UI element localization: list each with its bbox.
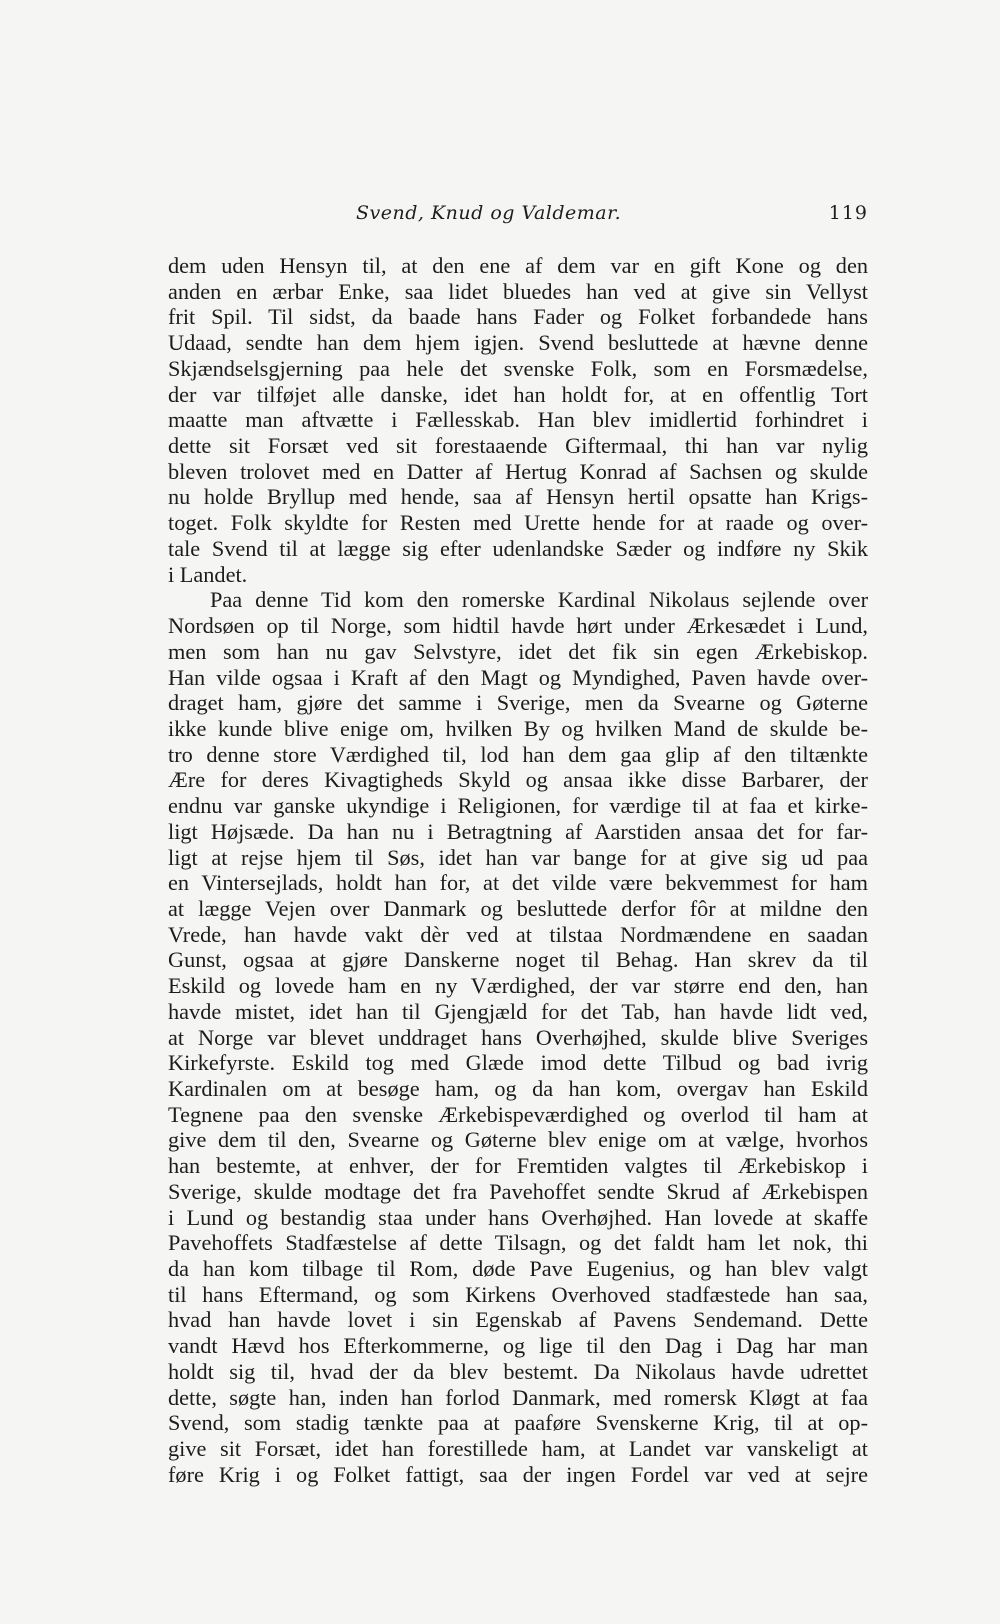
text-line: da han kom tilbage til Rom, døde Pave Eugenius, og han blev valgt bbox=[168, 1256, 868, 1282]
text-line: endnu var ganske ukyndige i Religionen, for værdige til at faa et kirke- bbox=[168, 793, 868, 819]
text-line: hvad han havde lovet i sin Egenskab af Pavens Sendemand. Dette bbox=[168, 1307, 868, 1333]
text-line: i Lund og bestandig staa under hans Overhøjhed. Han lovede at skaffe bbox=[168, 1204, 868, 1230]
text-line: til hans Eftermand, og som Kirkens Overhoved stadfæstede han saa, bbox=[168, 1281, 868, 1307]
text-line: Kirkefyrste. Eskild tog med Glæde imod dette Tilbud og bad ivrig bbox=[168, 1050, 868, 1076]
text-line: i Landet. bbox=[168, 561, 248, 587]
text-line: der var tilføjet alle danske, idet han holdt for, at en offentlig Tort bbox=[168, 381, 868, 407]
text-line: tro denne store Værdighed til, lod han dem gaa glip af den tiltænkte bbox=[168, 741, 868, 767]
text-line: draget ham, gjøre det samme i Sverige, men da Svearne og Gøterne bbox=[168, 690, 868, 716]
text-line: nu holde Bryllup med hende, saa af Hensyn hertil opsatte han Krigs- bbox=[168, 484, 868, 510]
text-line: at lægge Vejen over Danmark og besluttede derfor fôr at mildne den bbox=[168, 895, 868, 921]
text-line: Ære for deres Kivagtigheds Skyld og ansaa ikke disse Barbarer, der bbox=[168, 767, 868, 793]
text-line: Tegnene paa den svenske Ærkebispeværdighed og overlod til ham at bbox=[168, 1101, 868, 1127]
text-line: men som han nu gav Selvstyre, idet det fik sin egen Ærkebiskop. bbox=[168, 638, 868, 664]
text-line: Skjændselsgjerning paa hele det svenske Folk, som en Forsmædelse, bbox=[168, 355, 868, 381]
text-line: Kardinalen om at besøge ham, og da han kom, overgav han Eskild bbox=[168, 1076, 868, 1101]
text-line: Gunst, ogsaa at gjøre Danskerne noget til Behag. Han skrev da til bbox=[168, 947, 868, 973]
text-line: anden en ærbar Enke, saa lidet bluedes han ved at give sin Vellyst bbox=[168, 278, 868, 304]
text-line: Nordsøen op til Norge, som hidtil havde hørt under Ærkesædet i Lund, bbox=[168, 613, 868, 639]
page-number: 119 bbox=[828, 202, 868, 224]
text-line: Sverige, skulde modtage det fra Pavehoffet sendte Skrud af Ærkebispen bbox=[168, 1178, 868, 1204]
text-line: ligt at rejse hjem til Søs, idet han var bange for at give sig ud paa bbox=[168, 844, 868, 870]
text-line: frit Spil. Til sidst, da baade hans Fader og Folket forbandede hans bbox=[168, 304, 868, 330]
text-line: føre Krig i og Folket fattigt, saa der ingen Fordel var ved at sejre bbox=[168, 1461, 868, 1487]
text-line: at Norge var blevet unddraget hans Overhøjhed, skulde blive Sveriges bbox=[168, 1024, 868, 1050]
text-line: dem uden Hensyn til, at den ene af dem var en gift Kone og den bbox=[168, 253, 868, 278]
text-line: dette sit Forsæt ved sit forestaaende Giftermaal, thi han var nylig bbox=[168, 433, 868, 459]
text-line: havde mistet, idet han til Gjengjæld for det Tab, han havde lidt ved, bbox=[168, 998, 868, 1024]
text-line: give sit Forsæt, idet han forestillede ham, at Landet var vanskeligt at bbox=[168, 1436, 868, 1462]
text-line: ligt Højsæde. Da han nu i Betragtning af Aarstiden ansaa det for far- bbox=[168, 818, 868, 844]
text-line: toget. Folk skyldte for Resten med Urette hende for at raade og over- bbox=[168, 510, 868, 536]
text-line: maatte man aftvætte i Fællesskab. Han blev imidlertid forhindret i bbox=[168, 407, 868, 433]
text-line: Pavehoffets Stadfæstelse af dette Tilsagn, og det faldt ham let nok, thi bbox=[168, 1230, 868, 1256]
running-title: Svend, Knud og Valdemar. bbox=[356, 202, 622, 224]
text-line: Svend, som stadig tænkte paa at paaføre Svenskerne Krig, til at op- bbox=[168, 1410, 868, 1436]
text-line: han bestemte, at enhver, der for Fremtiden valgtes til Ærkebiskop i bbox=[168, 1153, 868, 1179]
text-line: give dem til den, Svearne og Gøterne blev enige om at vælge, hvorhos bbox=[168, 1127, 868, 1153]
text-line: Han vilde ogsaa i Kraft af den Magt og Myndighed, Paven havde over- bbox=[168, 664, 868, 690]
body-text bbox=[168, 253, 868, 1488]
text-line: ikke kunde blive enige om, hvilken By og hvilken Mand de skulde be- bbox=[168, 715, 868, 741]
page-header bbox=[170, 202, 868, 232]
text-line: dette, søgte han, inden han forlod Danmark, med romersk Kløgt at faa bbox=[168, 1384, 868, 1410]
text-line: tale Svend til at lægge sig efter udenlandske Sæder og indføre ny Skik bbox=[168, 535, 868, 561]
text-line: Vrede, han havde vakt dèr ved at tilstaa Nordmændene en saadan bbox=[168, 921, 868, 947]
text-line: Eskild og lovede ham en ny Værdighed, der var større end den, han bbox=[168, 973, 868, 999]
text-line: Udaad, sendte han dem hjem igjen. Svend besluttede at hævne denne bbox=[168, 330, 868, 356]
text-line: Paa denne Tid kom den romerske Kardinal Nikolaus sejlende over bbox=[210, 587, 868, 613]
text-line: holdt sig til, hvad der da blev bestemt. Da Nikolaus havde udrettet bbox=[168, 1358, 868, 1384]
text-line: vandt Hævd hos Efterkommerne, og lige til den Dag i Dag har man bbox=[168, 1333, 868, 1359]
text-line: bleven trolovet med en Datter af Hertug Konrad af Sachsen og skulde bbox=[168, 458, 868, 484]
text-line: en Vintersejlads, holdt han for, at det vilde være bekvemmest for ham bbox=[168, 870, 868, 896]
